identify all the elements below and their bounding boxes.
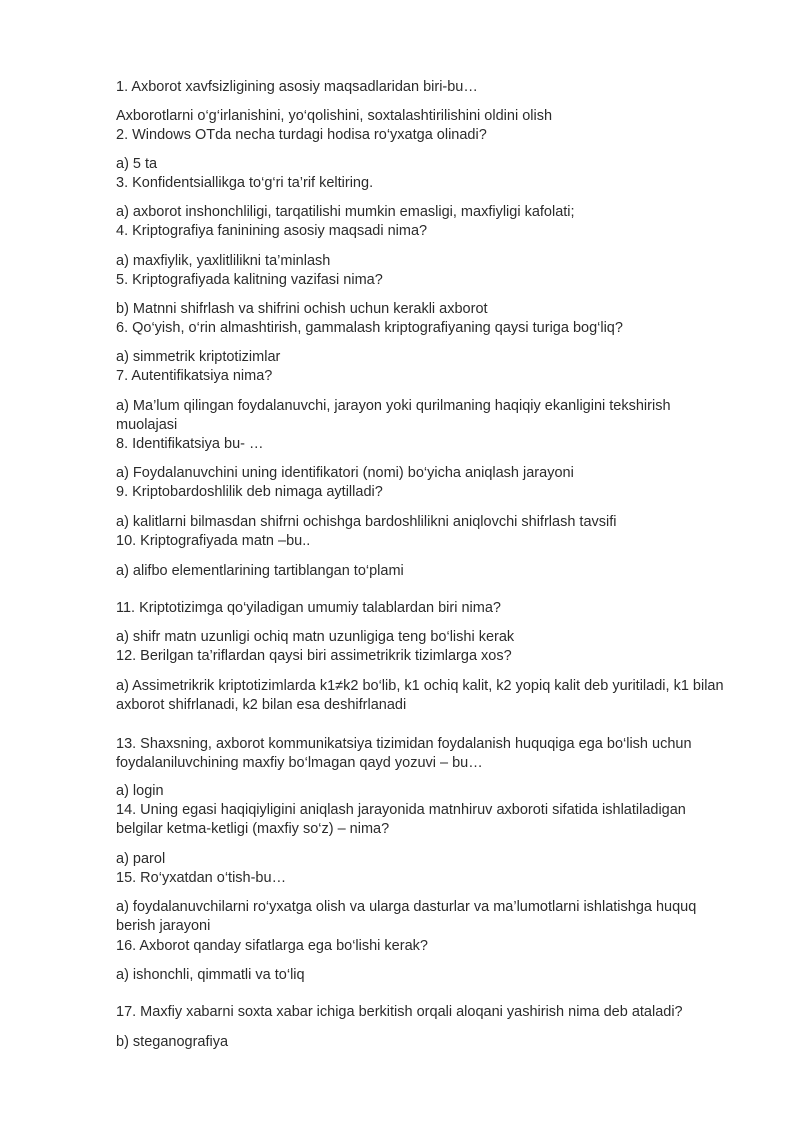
answer-5: b) Matnni shifrlash va shifrini ochish uchun kerakli axborot (116, 301, 488, 317)
answer-8: a) Foydalanuvchini uning identifikatori (nomi) bo‘yicha aniqlash jarayoni (116, 465, 574, 481)
question-15: 15. Ro‘yxatdan o‘tish-bu… (116, 870, 287, 886)
question-13: 13. Shaxsning, axborot kommunikatsiya tizimidan foydalanish huquqiga ega bo‘lish uchun foydalaniluvchining maxfiy bo‘lmagan qayd yozuvi – bu… (116, 736, 692, 771)
question-17: 17. Maxfiy xabarni soxta xabar ichiga berkitish orqali aloqani yashirish nima deb ataladi? (116, 1004, 683, 1020)
answer-16: a) ishonchli, qimmatli va to‘liq (116, 967, 305, 983)
answer-15: a) foydalanuvchilarni ro‘yxatga olish va ularga dasturlar va ma’lumotlarni ishlatishga huquq berish jarayoni (116, 899, 697, 934)
answer-11: a) shifr matn uzunligi ochiq matn uzunligiga teng bo‘lishi kerak (116, 629, 515, 645)
answer-9: a) kalitlarni bilmasdan shifrni ochishga bardoshlilikni aniqlovchi shifrlash tavsifi (116, 514, 617, 530)
answer-2: a) 5 ta (116, 156, 158, 172)
question-9: 9. Kriptobardoshlilik deb nimaga aytilladi? (116, 484, 383, 500)
question-4: 4. Kriptografiya faninining asosiy maqsadi nima? (116, 223, 428, 239)
answer-7: a) Ma’lum qilingan foydalanuvchi, jarayon yoki qurilmaning haqiqiy ekanligini tekshirish muolajasi (116, 398, 671, 433)
question-6: 6. Qo‘yish, o‘rin almashtirish, gammalash kriptografiyaning qaysi turiga bog‘liq? (116, 320, 623, 336)
question-5: 5. Kriptografiyada kalitning vazifasi nima? (116, 272, 383, 288)
question-14: 14. Uning egasi haqiqiyligini aniqlash jarayonida matnhiruv axboroti sifatida ishlatiladigan belgilar ketma-ketligi (maxfiy so‘z) – nima? (116, 802, 686, 837)
answer-3: a) axborot inshonchliligi, tarqatilishi mumkin emasligi, maxfiyligi kafolati; (116, 204, 575, 220)
question-3: 3. Konfidentsiallikga to‘g‘ri ta’rif keltiring. (116, 175, 374, 191)
question-16: 16. Axborot qanday sifatlarga ega bo‘lishi kerak? (116, 938, 428, 954)
answer-14: a) parol (116, 851, 166, 867)
question-10: 10. Kriptografiyada matn –bu.. (116, 533, 311, 549)
question-8: 8. Identifikatsiya bu- … (116, 436, 264, 452)
answer-13: a) login (116, 783, 164, 799)
answer-6: a) simmetrik kriptotizimlar (116, 349, 281, 365)
answer-1: Axborotlarni o‘g‘irlanishini, yo‘qolishini, soxtalashtirilishini oldini olish (116, 108, 553, 124)
answer-10: a) alifbo elementlarining tartiblangan to‘plami (116, 563, 404, 579)
question-11: 11. Kriptotizimga qo‘yiladigan umumiy talablardan biri nima? (116, 600, 501, 616)
answer-12: a) Assimetrikrik kriptotizimlarda k1≠k2 bo‘lib, k1 ochiq kalit, k2 yopiq kalit deb yuritiladi, k1 bilan axborot shifrlanadi, k2 bilan esa deshifrlanadi (116, 678, 724, 713)
question-1: 1. Axborot xavfsizligining asosiy maqsadlaridan biri-bu… (116, 79, 478, 95)
answer-4: a) maxfiylik, yaxlitlilikni ta’minlash (116, 253, 331, 269)
question-2: 2. Windows OTda necha turdagi hodisa ro‘yxatga olinadi? (116, 127, 487, 143)
answer-17: b) steganografiya (116, 1034, 229, 1050)
question-7: 7. Autentifikatsiya nima? (116, 368, 273, 384)
question-12: 12. Berilgan ta’riflardan qaysi biri assimetrikrik tizimlarga xos? (116, 648, 512, 664)
